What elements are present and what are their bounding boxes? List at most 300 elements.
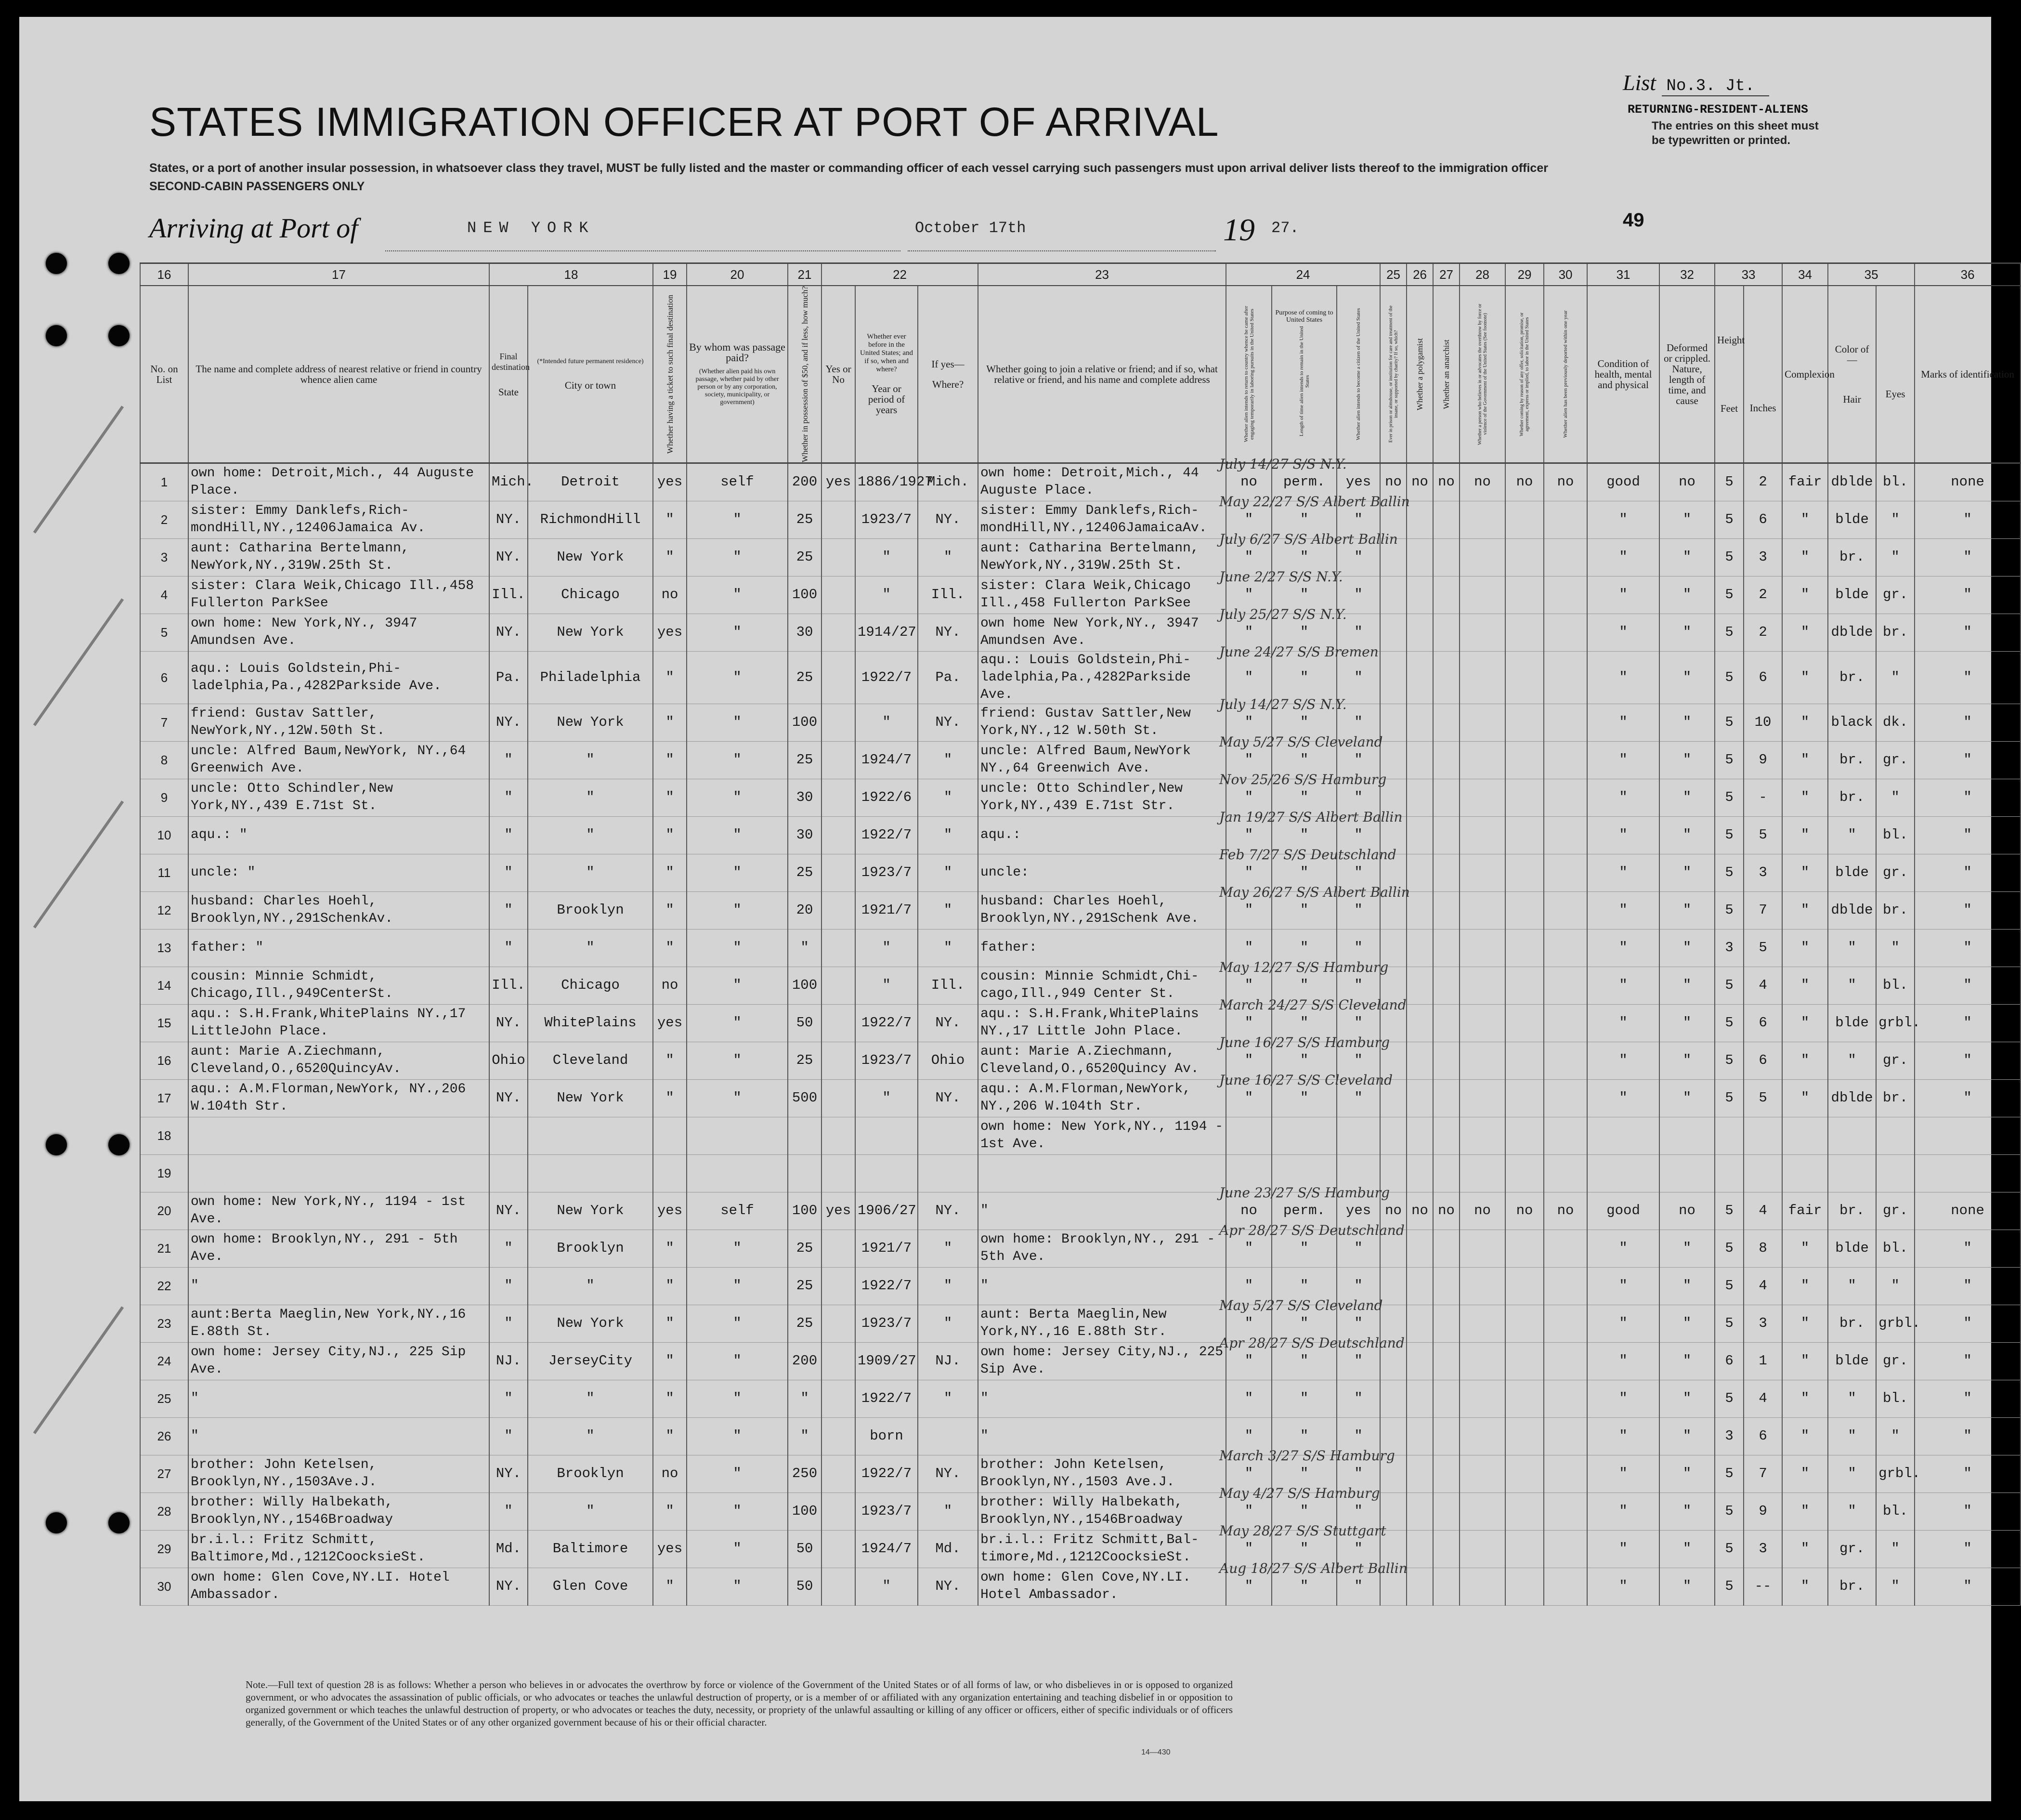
ticket-cell: " (653, 1230, 687, 1267)
q29-cell (1505, 1417, 1544, 1455)
destination-city: Detroit (528, 463, 653, 501)
purpose-return-cell: " (1226, 614, 1272, 651)
purpose-return-cell: " (1226, 1417, 1272, 1455)
hair-cell: br. (1828, 779, 1876, 816)
money-cell: 100 (788, 704, 821, 741)
purpose-citizen-cell: " (1337, 1079, 1380, 1117)
joining-relative-cell: husband: Charles Hoehl, Brooklyn,NY.,291Schenk Ave. (978, 891, 1226, 929)
hair-cell: " (1828, 1417, 1876, 1455)
before-yes-no-cell (821, 1493, 855, 1530)
q29-cell (1505, 1380, 1544, 1417)
health-cell: " (1587, 538, 1659, 576)
header-ticket: Whether having a ticket to such final destination (653, 286, 687, 463)
header-hair: Color of— Hair (1828, 286, 1876, 463)
purpose-return-cell (1226, 1154, 1272, 1192)
destination-state (489, 1154, 528, 1192)
q28-cell (1460, 1455, 1505, 1493)
row-number: 12 (140, 891, 188, 929)
purpose-return-cell: no (1226, 1192, 1272, 1230)
before-year-cell: 1914/27 (855, 614, 918, 651)
deported-cell (1544, 1004, 1587, 1042)
health-cell: good (1587, 1192, 1659, 1230)
purpose-return-cell: " (1226, 1380, 1272, 1417)
table-row (140, 816, 2021, 854)
relative-address: sister: Clara Weik,Chicago Ill.,458 Fullerton ParkSee (188, 576, 489, 614)
complexion-cell: " (1782, 1267, 1828, 1305)
joining-relative-cell (978, 1154, 1226, 1192)
destination-state: NY. (489, 501, 528, 538)
polygamist-cell: no (1407, 1192, 1433, 1230)
row-number: 4 (140, 576, 188, 614)
prison-cell (1380, 576, 1407, 614)
complexion-cell (1782, 1117, 1828, 1154)
hair-cell: dblde (1828, 614, 1876, 651)
deformed-cell: " (1659, 501, 1715, 538)
deformed-cell: " (1659, 1417, 1715, 1455)
marks-cell: " (1915, 1530, 2021, 1568)
before-year-cell (855, 1117, 918, 1154)
deported-cell (1544, 1455, 1587, 1493)
q29-cell (1505, 854, 1544, 891)
complexion-cell: " (1782, 704, 1828, 741)
before-year-cell: " (855, 929, 918, 967)
health-cell: " (1587, 1530, 1659, 1568)
handwritten-arrival-note: May 26/27 S/S Albert Ballin (1219, 884, 1410, 900)
destination-state: NJ. (489, 1342, 528, 1380)
purpose-citizen-cell: " (1337, 651, 1380, 704)
polygamist-cell (1407, 1380, 1433, 1417)
before-year-cell: " (855, 576, 918, 614)
before-yes-no-cell (821, 704, 855, 741)
purpose-citizen-cell: " (1337, 1342, 1380, 1380)
row-number: 20 (140, 1192, 188, 1230)
marks-cell: " (1915, 929, 2021, 967)
purpose-citizen-cell: " (1337, 816, 1380, 854)
ticket-cell: no (653, 967, 687, 1004)
complexion-cell: " (1782, 1417, 1828, 1455)
before-where-cell (918, 1417, 978, 1455)
purpose-citizen-cell: " (1337, 1530, 1380, 1568)
health-cell: " (1587, 1305, 1659, 1342)
prison-cell (1380, 891, 1407, 929)
height-feet-cell: 5 (1715, 1455, 1744, 1493)
health-cell: " (1587, 891, 1659, 929)
anarchist-cell (1433, 704, 1460, 741)
purpose-return-cell: " (1226, 741, 1272, 779)
passage-paid-cell: " (687, 816, 788, 854)
q28-cell (1460, 1568, 1505, 1605)
height-inches-cell: 10 (1744, 704, 1782, 741)
deported-cell (1544, 1267, 1587, 1305)
height-feet-cell: 5 (1715, 501, 1744, 538)
money-cell: 50 (788, 1530, 821, 1568)
health-cell: " (1587, 816, 1659, 854)
handwritten-arrival-note: July 6/27 S/S Albert Ballin (1219, 531, 1398, 547)
eyes-cell: " (1876, 501, 1915, 538)
purpose-return-cell: " (1226, 1568, 1272, 1605)
col-number: 28 (1460, 263, 1505, 286)
complexion-cell: " (1782, 1004, 1828, 1042)
passage-paid-cell: self (687, 1192, 788, 1230)
deported-cell (1544, 1342, 1587, 1380)
header-nearest-relative: The name and complete address of nearest relative or friend in country whence alien came (188, 286, 489, 463)
relative-address: " (188, 1267, 489, 1305)
eyes-cell: " (1876, 779, 1915, 816)
purpose-length-cell: " May 28/27 S/S Stuttgart (1272, 1530, 1337, 1568)
relative-address: own home: New York,NY., 1194 - 1st Ave. (188, 1192, 489, 1230)
height-feet-cell: 5 (1715, 704, 1744, 741)
passage-paid-cell: " (687, 1305, 788, 1342)
purpose-citizen-cell: " (1337, 1267, 1380, 1305)
deformed-cell: " (1659, 1042, 1715, 1079)
before-yes-no-cell (821, 1042, 855, 1079)
ticket-cell: " (653, 1493, 687, 1530)
before-yes-no-cell (821, 741, 855, 779)
destination-city: Brooklyn (528, 1455, 653, 1493)
header-deformed: Deformed or crippled. Nature, length of time, and cause (1659, 286, 1715, 463)
passenger-table (140, 262, 2021, 1606)
purpose-return-cell (1226, 1117, 1272, 1154)
destination-state: " (489, 1267, 528, 1305)
returning-resident-stamp: RETURNING-RESIDENT-ALIENS (1628, 103, 1809, 117)
before-where-cell: NJ. (918, 1342, 978, 1380)
table-row (140, 1079, 2021, 1117)
deported-cell (1544, 651, 1587, 704)
col-number: 25 (1380, 263, 1407, 286)
height-inches-cell: 4 (1744, 967, 1782, 1004)
eyes-cell: grbl. (1876, 1455, 1915, 1493)
complexion-cell: fair (1782, 463, 1828, 501)
passage-paid-cell: " (687, 1530, 788, 1568)
deported-cell (1544, 1417, 1587, 1455)
before-yes-no-cell (821, 816, 855, 854)
height-feet-cell: 5 (1715, 1004, 1744, 1042)
purpose-length-cell (1272, 1154, 1337, 1192)
passage-paid-cell: " (687, 741, 788, 779)
height-inches-cell: 4 (1744, 1192, 1782, 1230)
handwritten-arrival-note: Aug 18/27 S/S Albert Ballin (1219, 1560, 1408, 1576)
purpose-citizen-cell: " (1337, 1305, 1380, 1342)
polygamist-cell (1407, 1417, 1433, 1455)
money-cell: 25 (788, 1042, 821, 1079)
col-number: 30 (1544, 263, 1587, 286)
purpose-length-cell: " July 25/27 S/S N.Y. (1272, 614, 1337, 651)
prison-cell (1380, 967, 1407, 1004)
before-where-cell: Md. (918, 1530, 978, 1568)
money-cell: 30 (788, 779, 821, 816)
binder-hole (46, 253, 67, 274)
passage-paid-cell: " (687, 538, 788, 576)
height-inches-cell: 1 (1744, 1342, 1782, 1380)
destination-city: Philadelphia (528, 651, 653, 704)
health-cell: " (1587, 651, 1659, 704)
deported-cell: no (1544, 463, 1587, 501)
anarchist-cell (1433, 891, 1460, 929)
row-number: 27 (140, 1455, 188, 1493)
before-yes-no-cell (821, 967, 855, 1004)
passenger-rows (140, 456, 2021, 1605)
deformed-cell: " (1659, 1380, 1715, 1417)
anarchist-cell (1433, 576, 1460, 614)
list-number-field (1623, 70, 1769, 95)
health-cell: " (1587, 1380, 1659, 1417)
purpose-citizen-cell: " (1337, 1042, 1380, 1079)
money-cell: 50 (788, 1568, 821, 1605)
hair-cell: blde (1828, 1004, 1876, 1042)
before-where-cell: " (918, 538, 978, 576)
relative-address: aunt: Marie A.Ziechmann, Cleveland,O.,6520QuincyAv. (188, 1042, 489, 1079)
table-row (140, 463, 2021, 501)
relative-address: brother: John Ketelsen, Brooklyn,NY.,1503Ave.J. (188, 1455, 489, 1493)
col-number: 17 (188, 263, 489, 286)
marks-cell: " (1915, 1342, 2021, 1380)
eyes-cell: bl. (1876, 1230, 1915, 1267)
before-yes-no-cell (821, 1305, 855, 1342)
handwritten-arrival-note: May 5/27 S/S Cleveland (1219, 1297, 1383, 1313)
health-cell: " (1587, 1079, 1659, 1117)
q28-cell (1460, 1267, 1505, 1305)
height-inches-cell: 5 (1744, 816, 1782, 854)
deformed-cell: " (1659, 741, 1715, 779)
table-row (140, 741, 2021, 779)
table-row (140, 1380, 2021, 1417)
anarchist-cell (1433, 1342, 1460, 1380)
deported-cell (1544, 1305, 1587, 1342)
header-height-inches: Inches (1744, 286, 1782, 463)
q29-cell: no (1505, 463, 1544, 501)
polygamist-cell (1407, 704, 1433, 741)
purpose-citizen-cell: " (1337, 1230, 1380, 1267)
before-where-cell: NY. (918, 501, 978, 538)
money-cell: 25 (788, 741, 821, 779)
money-cell (788, 1154, 821, 1192)
ticket-cell (653, 1154, 687, 1192)
anarchist-cell (1433, 1530, 1460, 1568)
q28-cell (1460, 1530, 1505, 1568)
header-q28: Whether a person who believes in or advocates the overthrow by force or violence of the Government of the United States (See footnote) (1460, 286, 1505, 463)
complexion-cell: " (1782, 538, 1828, 576)
eyes-cell (1876, 1117, 1915, 1154)
joining-relative-cell: " (978, 1380, 1226, 1417)
q28-cell (1460, 816, 1505, 854)
money-cell: 250 (788, 1455, 821, 1493)
passage-paid-cell: " (687, 854, 788, 891)
joining-relative-cell: " (978, 1417, 1226, 1455)
header-city: (*Intended future permanent residence) City or town (528, 286, 653, 463)
relative-address: aqu.: S.H.Frank,WhitePlains NY.,17 LittleJohn Place. (188, 1004, 489, 1042)
table-row (140, 1154, 2021, 1192)
ticket-cell: " (653, 1417, 687, 1455)
destination-city: Baltimore (528, 1530, 653, 1568)
purpose-citizen-cell (1337, 1117, 1380, 1154)
height-inches-cell: 3 (1744, 538, 1782, 576)
anarchist-cell (1433, 1493, 1460, 1530)
relative-address: friend: Gustav Sattler, NewYork,NY.,12W.50th St. (188, 704, 489, 741)
header-eyes: Eyes (1876, 286, 1915, 463)
anarchist-cell (1433, 1267, 1460, 1305)
before-year-cell: " (855, 1568, 918, 1605)
deformed-cell: " (1659, 1305, 1715, 1342)
height-feet-cell (1715, 1117, 1744, 1154)
eyes-cell: bl. (1876, 816, 1915, 854)
eyes-cell: bl. (1876, 463, 1915, 501)
destination-state: NY. (489, 1455, 528, 1493)
relative-address: own home: New York,NY., 3947 Amundsen Ave. (188, 614, 489, 651)
before-year-cell: " (855, 967, 918, 1004)
joining-relative-cell: " (978, 1267, 1226, 1305)
deported-cell (1544, 891, 1587, 929)
polygamist-cell (1407, 1305, 1433, 1342)
marks-cell: " (1915, 854, 2021, 891)
marks-cell: " (1915, 1230, 2021, 1267)
before-yes-no-cell (821, 1154, 855, 1192)
before-year-cell: " (855, 704, 918, 741)
complexion-cell: " (1782, 929, 1828, 967)
complexion-cell: " (1782, 1230, 1828, 1267)
before-yes-no-cell (821, 1455, 855, 1493)
prison-cell: no (1380, 1192, 1407, 1230)
eyes-cell: br. (1876, 891, 1915, 929)
deformed-cell: " (1659, 1004, 1715, 1042)
height-inches-cell: 2 (1744, 576, 1782, 614)
height-inches-cell: 9 (1744, 741, 1782, 779)
row-number: 23 (140, 1305, 188, 1342)
before-year-cell (855, 1154, 918, 1192)
before-where-cell: Pa. (918, 651, 978, 704)
destination-state: NY. (489, 614, 528, 651)
handwritten-arrival-note: June 2/27 S/S N.Y. (1219, 568, 1343, 585)
prison-cell (1380, 614, 1407, 651)
destination-city (528, 1117, 653, 1154)
polygamist-cell (1407, 779, 1433, 816)
handwritten-arrival-note: March 3/27 S/S Hamburg (1219, 1447, 1395, 1464)
purpose-return-cell: " (1226, 651, 1272, 704)
header-before-year: Whether ever before in the United States; and if so, when and where? Year or period of years (855, 286, 918, 463)
marks-cell: " (1915, 1079, 2021, 1117)
anarchist-cell: no (1433, 463, 1460, 501)
polygamist-cell (1407, 1079, 1433, 1117)
q28-cell (1460, 1417, 1505, 1455)
marks-cell: " (1915, 1417, 2021, 1455)
prison-cell (1380, 1455, 1407, 1493)
destination-state: NY. (489, 1079, 528, 1117)
before-year-cell: " (855, 538, 918, 576)
deformed-cell: no (1659, 1192, 1715, 1230)
q29-cell (1505, 1079, 1544, 1117)
destination-state: " (489, 741, 528, 779)
eyes-cell: gr. (1876, 741, 1915, 779)
deformed-cell: " (1659, 929, 1715, 967)
passage-paid-cell: " (687, 1079, 788, 1117)
q28-cell (1460, 576, 1505, 614)
row-number: 11 (140, 854, 188, 891)
before-yes-no-cell (821, 929, 855, 967)
joining-relative-cell: own home New York,NY., 3947 Amundsen Ave. (978, 614, 1226, 651)
purpose-length-cell: " May 4/27 S/S Hamburg (1272, 1493, 1337, 1530)
purpose-citizen-cell: " (1337, 704, 1380, 741)
eyes-cell: " (1876, 1530, 1915, 1568)
prison-cell (1380, 779, 1407, 816)
before-where-cell: " (918, 1230, 978, 1267)
before-where-cell: Ohio (918, 1042, 978, 1079)
header-before-where: If yes— Where? (918, 286, 978, 463)
header-q30: Whether alien has been previously deported within one year (1544, 286, 1587, 463)
destination-city: " (528, 816, 653, 854)
purpose-citizen-cell: " (1337, 741, 1380, 779)
purpose-length-cell: " June 16/27 S/S Cleveland (1272, 1079, 1337, 1117)
polygamist-cell (1407, 854, 1433, 891)
destination-city: Glen Cove (528, 1568, 653, 1605)
prison-cell (1380, 1267, 1407, 1305)
before-yes-no-cell (821, 779, 855, 816)
prison-cell (1380, 929, 1407, 967)
complexion-cell: " (1782, 1380, 1828, 1417)
marks-cell: " (1915, 501, 2021, 538)
marks-cell: " (1915, 1267, 2021, 1305)
money-cell: 30 (788, 816, 821, 854)
purpose-citizen-cell: " (1337, 1455, 1380, 1493)
header-purpose-a: Whether alien intends to return to country whence he came after engaging temporarily in laboring pursuits in the United States (1226, 286, 1272, 463)
before-year-cell: 1924/7 (855, 741, 918, 779)
deported-cell (1544, 1568, 1587, 1605)
row-number: 10 (140, 816, 188, 854)
year-prefix: 19 (1223, 212, 1255, 248)
binder-hole (46, 1134, 67, 1155)
health-cell: " (1587, 1455, 1659, 1493)
complexion-cell: " (1782, 1493, 1828, 1530)
purpose-citizen-cell: yes (1337, 1192, 1380, 1230)
table-row (140, 1417, 2021, 1455)
q28-cell (1460, 538, 1505, 576)
deformed-cell: " (1659, 1455, 1715, 1493)
money-cell: 25 (788, 854, 821, 891)
prison-cell (1380, 1004, 1407, 1042)
anarchist-cell: no (1433, 1192, 1460, 1230)
q29-cell (1505, 1042, 1544, 1079)
header-complexion: Complexion (1782, 286, 1828, 463)
ticket-cell: " (653, 854, 687, 891)
relative-address: " (188, 1380, 489, 1417)
purpose-return-cell: " (1226, 854, 1272, 891)
anarchist-cell (1433, 614, 1460, 651)
purpose-return-cell: no (1226, 463, 1272, 501)
deformed-cell (1659, 1117, 1715, 1154)
eyes-cell: " (1876, 1417, 1915, 1455)
marks-cell: " (1915, 538, 2021, 576)
complexion-cell: " (1782, 501, 1828, 538)
ticket-cell: " (653, 1305, 687, 1342)
header-money: Whether in possession of $50, and if less, how much? (788, 286, 821, 463)
ticket-cell: " (653, 651, 687, 704)
header-purpose-c: Whether alien intends to become a citizen of the United States (1337, 286, 1380, 463)
anarchist-cell (1433, 1004, 1460, 1042)
anarchist-cell (1433, 1568, 1460, 1605)
purpose-length-cell: " (1272, 929, 1337, 967)
destination-city: Chicago (528, 967, 653, 1004)
money-cell: 25 (788, 538, 821, 576)
passage-paid-cell: " (687, 1267, 788, 1305)
height-inches-cell: 6 (1744, 1042, 1782, 1079)
hair-cell: br. (1828, 1568, 1876, 1605)
header-polygamist: Whether a polygamist (1407, 286, 1433, 463)
handwritten-arrival-note: Jan 19/27 S/S Albert Ballin (1219, 809, 1403, 825)
handwritten-arrival-note: June 16/27 S/S Hamburg (1219, 1034, 1390, 1050)
prison-cell (1380, 651, 1407, 704)
anarchist-cell (1433, 1230, 1460, 1267)
purpose-return-cell: " (1226, 1042, 1272, 1079)
purpose-return-cell: " (1226, 576, 1272, 614)
health-cell: " (1587, 576, 1659, 614)
